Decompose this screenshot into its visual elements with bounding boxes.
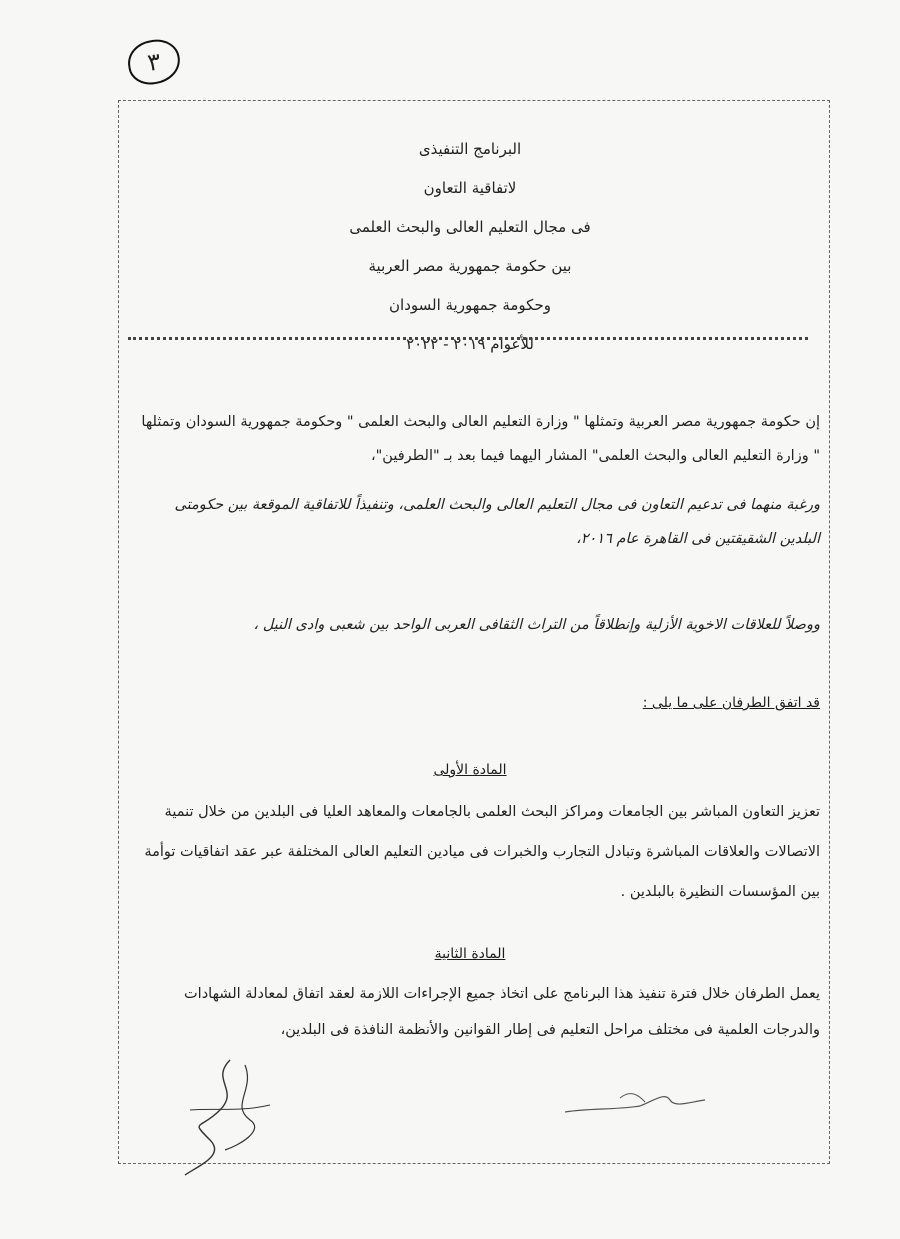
article-2-title bbox=[130, 946, 810, 962]
agreement-statement bbox=[140, 695, 820, 711]
page-number: ٣ bbox=[125, 37, 183, 88]
preamble-paragraph-1: إن حكومة جمهورية مصر العربية وتمثلها " وزارة التعليم العالى والبحث العلمى " وحكومة جمهورية السودان وتمثلها " وزارة التعليم العالى والبحث العلمى" المشار اليهما فيما بعد بـ "الطرفين"، bbox=[141, 414, 820, 464]
document-header bbox=[130, 130, 810, 364]
dotted-divider bbox=[128, 337, 808, 340]
handwritten-signature bbox=[170, 1050, 290, 1180]
header-subtitle: لاتفاقية التعاون bbox=[423, 179, 517, 197]
article-1-title-text: المادة الأولى bbox=[433, 762, 507, 778]
article-1-title bbox=[130, 762, 810, 778]
agreement-statement-text: قد اتفق الطرفان على ما يلى : bbox=[642, 695, 820, 711]
header-field: فى مجال التعليم العالى والبحث العلمى bbox=[349, 218, 591, 236]
article-1-body: تعزيز التعاون المباشر بين الجامعات ومراكز البحث العلمى بالجامعات والمعاهد العليا فى البلدين من خلال تنمية الاتصالات والعلاقات المباشرة وتبادل التجارب والخبرات فى ميادين التعليم العالى المختلفة عبر عقد اتفاقيات توأمة بين المؤسسات النظيرة بالبلدين . bbox=[144, 804, 820, 900]
preamble-paragraph-3: ووصلاً للعلاقات الاخوية الأزلية وإنطلاقاً من التراث الثقافى العربى الواحد بين شعبى وادى النيل ، bbox=[253, 617, 820, 633]
header-party-egypt: بين حكومة جمهورية مصر العربية bbox=[368, 257, 572, 275]
header-years: للأعوام ٢٠١٩ - ٢٠٢٢ bbox=[406, 335, 534, 353]
article-2-body: يعمل الطرفان خلال فترة تنفيذ هذا البرنامج على اتخاذ جميع الإجراءات اللازمة لعقد اتفاق لمعادلة الشهادات والدرجات العلمية فى مختلف مراحل التعليم فى إطار القوانين والأنظمة النافذة فى البلدين، bbox=[184, 986, 820, 1038]
second-signature bbox=[560, 1080, 710, 1120]
article-2-title-text: المادة الثانية bbox=[434, 946, 506, 962]
preamble-paragraph-2: ورغبة منهما فى تدعيم التعاون فى مجال التعليم العالى والبحث العلمى، وتنفيذاً للاتفاقية الموقعة بين حكومتى البلدين الشقيقتين فى القاهرة عام ٢٠١٦، bbox=[174, 497, 820, 547]
header-party-sudan: وحكومة جمهورية السودان bbox=[389, 296, 551, 314]
header-title: البرنامج التنفيذى bbox=[418, 140, 522, 158]
